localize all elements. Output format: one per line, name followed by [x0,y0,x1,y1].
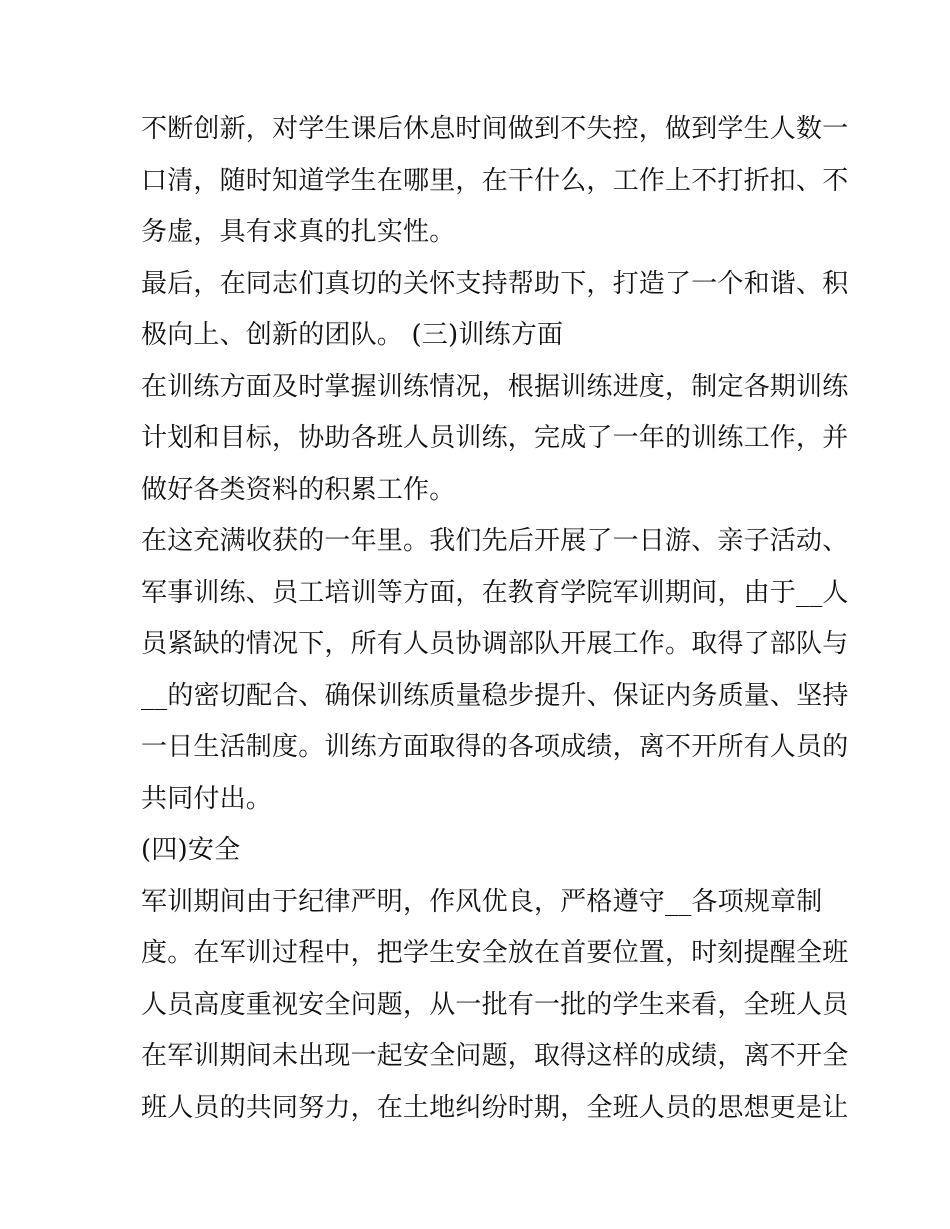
text-line: 务虚，具有求真的扎实性。 [141,217,456,247]
document-body [141,104,849,1134]
text-line: 极向上、创新的团队。 (三)训练方面 [141,320,564,350]
text-line: 不断创新，对学生课后休息时间做到不失控，做到学生人数一 [141,114,849,144]
text-line: 军事训练、员工培训等方面，在教育学院军训期间，由于__人 [141,577,849,608]
text-line: 计划和目标，协助各班人员训练，完成了一年的训练工作，并 [141,423,849,453]
text-line: 度。在军训过程中，把学生安全放在首要位置，时刻提醒全班 [141,938,849,968]
text-line: 在军训期间未出现一起安全问题，取得这样的成绩，离不开全 [141,1041,849,1071]
text-line: 在训练方面及时掌握训练情况，根据训练进度，制定各期训练 [141,371,849,402]
text-line: 口清，随时知道学生在哪里，在干什么，工作上不打折扣、不 [141,165,849,196]
text-line: 最后，在同志们真切的关怀支持帮助下，打造了一个和谐、积 [141,268,849,299]
text-line: 班人员的共同努力，在土地纠纷时期，全班人员的思想更是让 [141,1092,849,1123]
text-line: 人员高度重视安全问题，从一批有一批的学生来看，全班人员 [141,989,849,1020]
text-line: 共同付出。 [141,783,273,814]
text-line: 一日生活制度。训练方面取得的各项成绩，离不开所有人员的 [141,732,849,762]
text-line: 军训期间由于纪律严明，作风优良，严格遵守__各项规章制 [141,886,823,917]
text-line: 在这充满收获的一年里。我们先后开展了一日游、亲子活动、 [141,526,849,556]
section-heading: (四)安全 [141,835,241,865]
text-line: __的密切配合、确保训练质量稳步提升、保证内务质量、坚持 [141,680,849,711]
text-line: 员紧缺的情况下，所有人员协调部队开展工作。取得了部队与 [141,629,849,659]
text-line: 做好各类资料的积累工作。 [141,474,456,505]
